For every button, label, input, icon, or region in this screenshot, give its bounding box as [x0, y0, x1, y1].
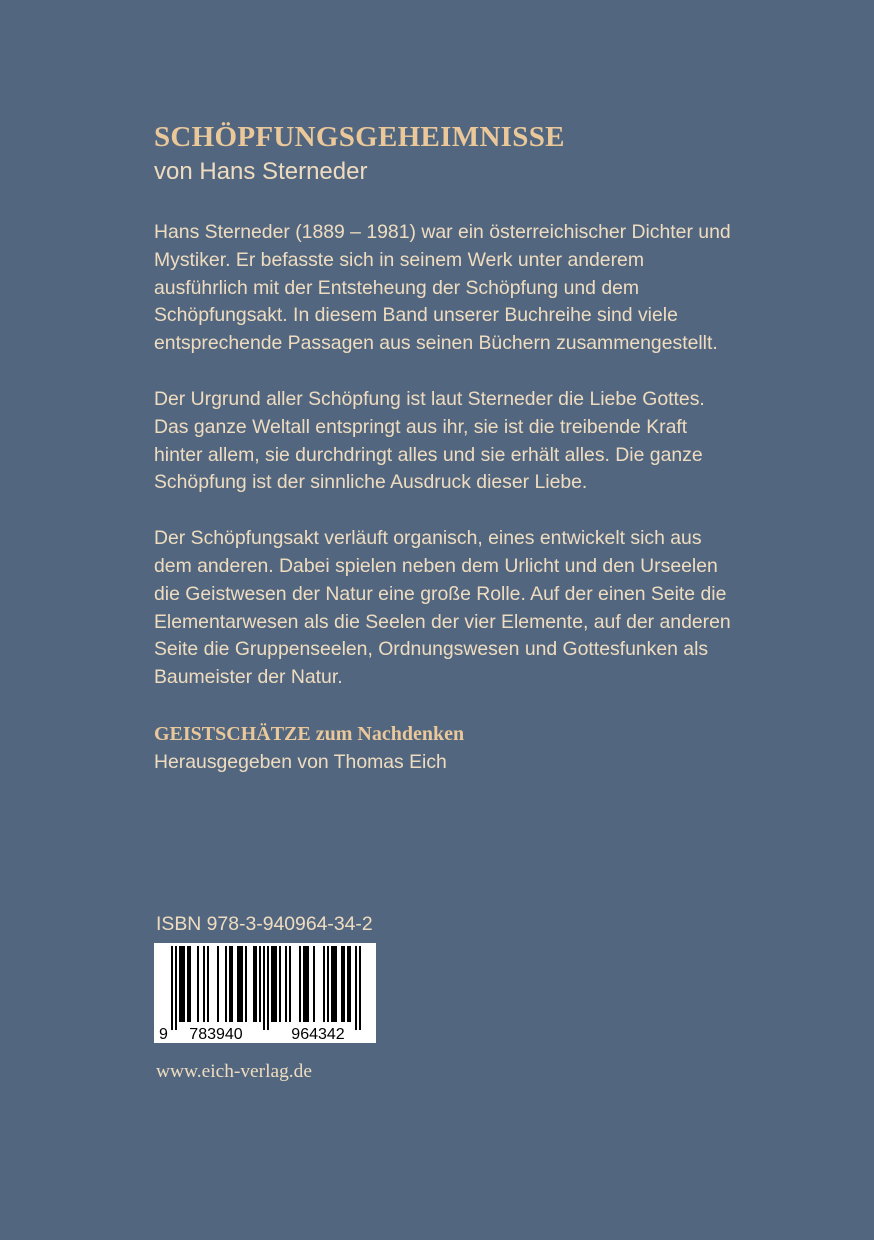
barcode-bar-10 — [217, 946, 219, 1022]
barcode-digits-left: 783940 — [189, 1026, 243, 1043]
barcode-bar-43 — [355, 946, 357, 1030]
barcode-digits-right: 964342 — [291, 1026, 345, 1043]
barcode-bars — [171, 946, 361, 1030]
barcode-bar-2 — [179, 946, 181, 1022]
barcode-bar-38 — [335, 946, 337, 1022]
barcode-bar-40 — [343, 946, 345, 1022]
book-title: SCHÖPFUNGSGEHEIMNISSE — [154, 121, 565, 153]
barcode-bar-19 — [255, 946, 257, 1022]
barcode-bar-4 — [183, 946, 185, 1022]
barcode-bar-15 — [239, 946, 241, 1022]
isbn-label: ISBN 978-3-940964-34-2 — [156, 913, 373, 935]
barcode-digit-first: 9 — [159, 1026, 168, 1043]
barcode-bar-3 — [181, 946, 183, 1022]
barcode-bar-34 — [323, 946, 325, 1022]
barcode-bar-22 — [267, 946, 269, 1030]
publisher-website: www.eich-verlag.de — [156, 1061, 312, 1082]
barcode-bar-29 — [299, 946, 301, 1022]
barcode-bar-8 — [203, 946, 205, 1022]
barcode-bar-30 — [303, 946, 305, 1022]
barcode-bar-27 — [285, 946, 287, 1022]
barcode-bar-25 — [275, 946, 277, 1022]
barcode-bar-24 — [273, 946, 275, 1022]
blurb-column — [154, 118, 734, 776]
barcode-bar-14 — [237, 946, 239, 1022]
book-author: von Hans Sterneder — [154, 158, 368, 185]
barcode-bar-9 — [207, 946, 209, 1022]
barcode-bar-44 — [359, 946, 361, 1030]
barcode-bar-18 — [253, 946, 255, 1022]
series-title: GEISTSCHÄTZE zum Nachdenken — [154, 722, 465, 745]
series-editor: Herausgegeben von Thomas Eich — [154, 750, 447, 773]
barcode-bar-28 — [289, 946, 291, 1022]
barcode-bar-26 — [279, 946, 281, 1022]
barcode-bar-12 — [229, 946, 231, 1022]
barcode-bar-37 — [333, 946, 335, 1022]
barcode-bar-20 — [259, 946, 261, 1022]
barcode-bar-6 — [189, 946, 191, 1022]
barcode-bar-31 — [305, 946, 307, 1022]
barcode-bar-35 — [327, 946, 329, 1022]
barcode-bar-17 — [245, 946, 247, 1022]
barcode-bar-32 — [307, 946, 309, 1022]
barcode-bar-1 — [175, 946, 177, 1030]
barcode-bar-33 — [313, 946, 315, 1022]
blurb-paragraph-3: Der Schöpfungsakt verläuft organisch, eines entwickelt sich aus dem anderen. Dabei spielen neben dem Urlicht und den Urseelen die Geistwesen der Natur eine große Rolle. Auf der einen Seite die Elementarwesen als die Seelen der vier Elemente, auf der anderen Seite die Gruppenseelen, Ordnungswesen und Gottesfunken als Baumeister der Natur. — [154, 527, 731, 689]
barcode-bar-42 — [349, 946, 351, 1022]
barcode-bar-41 — [347, 946, 349, 1022]
barcode-bar-21 — [263, 946, 265, 1030]
blurb-paragraph-2: Der Urgrund aller Schöpfung ist laut Sterneder die Liebe Gottes. Das ganze Weltall entspringt aus ihr, sie ist die treibende Kraft hinter allem, sie durchdringt alles und sie erhält alles. Die ganze Schöpfung ist der sinnliche Ausdruck dieser Liebe. — [154, 387, 705, 494]
blurb-paragraph-1: Hans Sterneder (1889 – 1981) war ein österreichischer Dichter und Mystiker. Er befasste sich in seinem Werk unter anderem ausführlich mit der Entsteheung der Schöpfung und dem Schöpfungsakt. In diesem Band unserer Buchreihe sind viele entsprechende Passagen aus seinen Büchern zusammengestellt. — [154, 221, 731, 355]
barcode-bar-23 — [271, 946, 273, 1022]
isbn-barcode — [154, 943, 376, 1043]
barcode-bar-7 — [197, 946, 199, 1022]
barcode-bar-16 — [241, 946, 243, 1022]
barcode-bar-11 — [225, 946, 227, 1022]
barcode-bar-39 — [341, 946, 343, 1022]
barcode-bar-13 — [231, 946, 233, 1022]
barcode-bar-0 — [171, 946, 173, 1030]
barcode-bar-36 — [331, 946, 333, 1022]
barcode-bar-5 — [187, 946, 189, 1022]
